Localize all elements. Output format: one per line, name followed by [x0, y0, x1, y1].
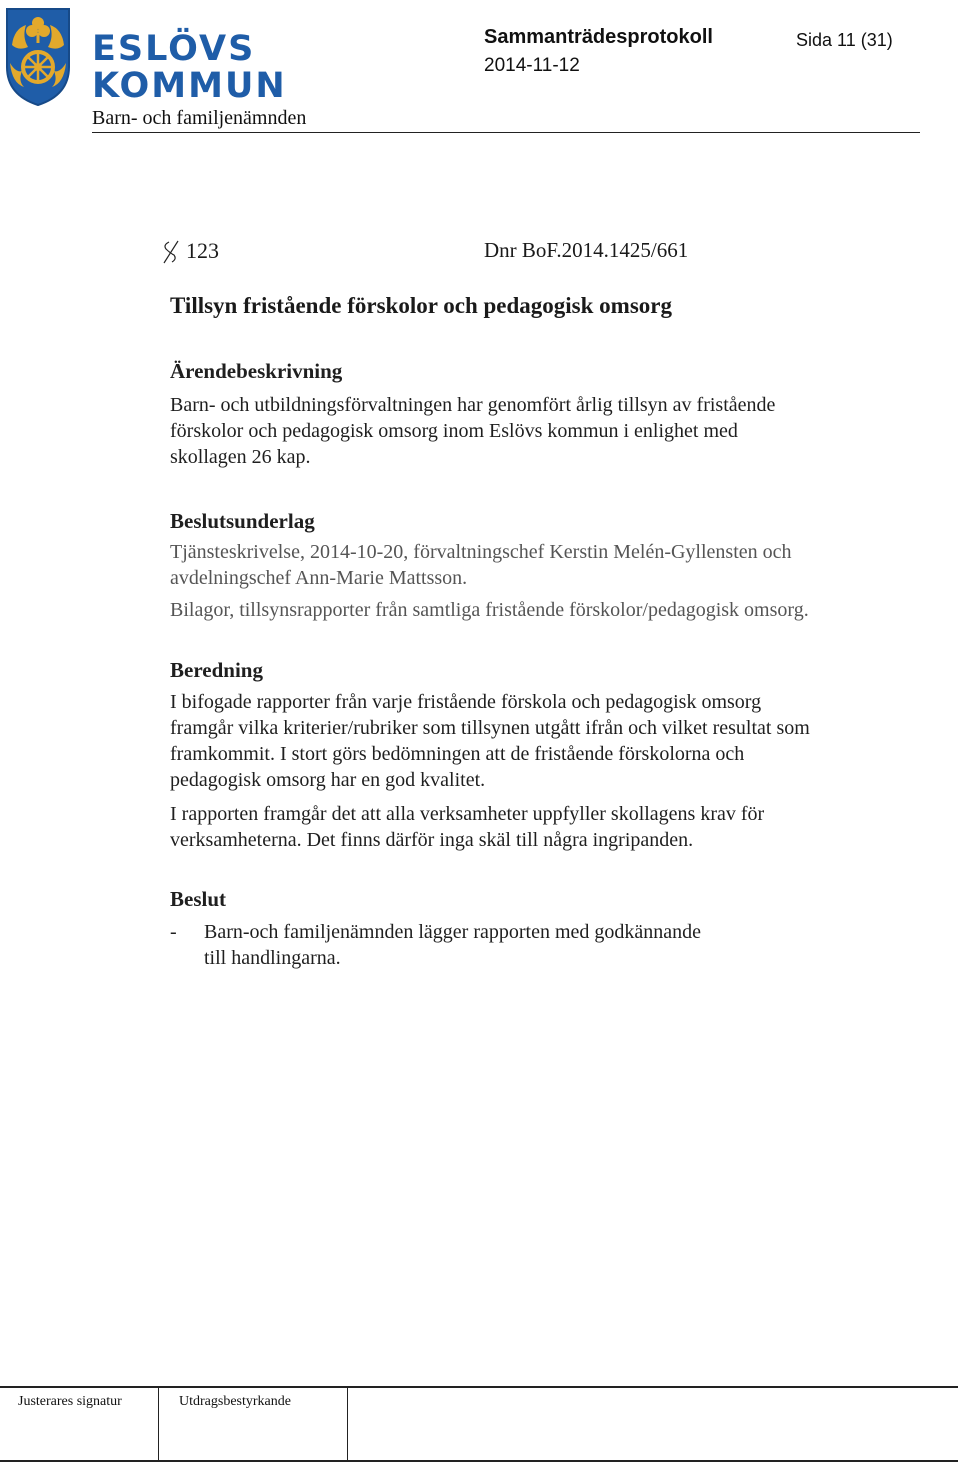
- text-line: I rapporten framgår det att alla verksamheter uppfyller skollagens krav för: [170, 803, 765, 825]
- text-line: I bifogade rapporter från varje fristående förskola och pedagogisk omsorg: [170, 691, 762, 713]
- text-line: Tjänsteskrivelse, 2014-10-20, förvaltningschef Kerstin Melén-Gyllensten och: [170, 541, 792, 563]
- heading-arendebeskrivning: Ärendebeskrivning: [170, 359, 343, 383]
- beslutsunderlag-item: [170, 539, 792, 591]
- logo-wordmark-line2: KOMMUN: [92, 66, 287, 106]
- blank-cell: [347, 1388, 959, 1460]
- logo-wordmark-line1: ESLÖVS: [92, 29, 256, 69]
- coat-of-arms-logo: [4, 7, 72, 107]
- arendebeskrivning-text: [170, 392, 775, 470]
- signature-footer: [0, 1386, 958, 1462]
- text-line: skollagen 26 kap.: [170, 446, 311, 468]
- text-line: verksamheterna. Det finns därför inga skäl till några ingripanden.: [170, 829, 694, 851]
- beslutsunderlag-attachments: Bilagor, tillsynsrapporter från samtliga fristående förskolor/pedagogisk omsorg.: [170, 599, 809, 621]
- paragraph-icon: [160, 237, 182, 265]
- beredning-paragraph: [170, 689, 810, 793]
- case-number: Dnr BoF.2014.1425/661: [484, 238, 689, 262]
- heading-beslut: Beslut: [170, 887, 227, 911]
- signature-label: Justerares signatur: [18, 1394, 122, 1409]
- text-line: framkommit. I stort görs bedömningen att de fristående förskolorna och: [170, 743, 745, 765]
- heading-beslutsunderlag: Beslutsunderlag: [170, 509, 315, 533]
- text-line: Barn- och utbildningsförvaltningen har genomfört årlig tillsyn av fristående: [170, 394, 776, 416]
- document-title: Sammanträdesprotokoll: [484, 26, 713, 48]
- beredning-paragraph: [170, 801, 764, 853]
- extract-certification-label: Utdragsbestyrkande: [179, 1394, 291, 1409]
- signature-cell: [0, 1388, 158, 1460]
- text-line: förskolor och pedagogisk omsorg inom Eslövs kommun i enlighet med: [170, 420, 738, 442]
- text-line: avdelningschef Ann-Marie Mattsson.: [170, 567, 468, 589]
- header-divider: [92, 132, 920, 133]
- document-date: 2014-11-12: [484, 55, 580, 76]
- text-line: till handlingarna.: [204, 947, 341, 969]
- heading-beredning: Beredning: [170, 658, 263, 682]
- list-dash: -: [170, 921, 177, 943]
- text-line: pedagogisk omsorg har en god kvalitet.: [170, 769, 486, 791]
- extract-certification-cell: [158, 1388, 348, 1460]
- paragraph-number: 123: [186, 238, 219, 263]
- text-line: Barn-och familjenämnden lägger rapporten med godkännande: [204, 921, 702, 943]
- section-title: Tillsyn fristående förskolor och pedagogisk omsorg: [170, 293, 672, 318]
- committee-name: Barn- och familjenämnden: [92, 107, 307, 129]
- decision-text: [204, 919, 701, 971]
- text-line: framgår vilka kriterier/rubriker som tillsynen utgått ifrån och vilket resultat som: [170, 717, 810, 739]
- page-number: Sida 11 (31): [796, 30, 893, 50]
